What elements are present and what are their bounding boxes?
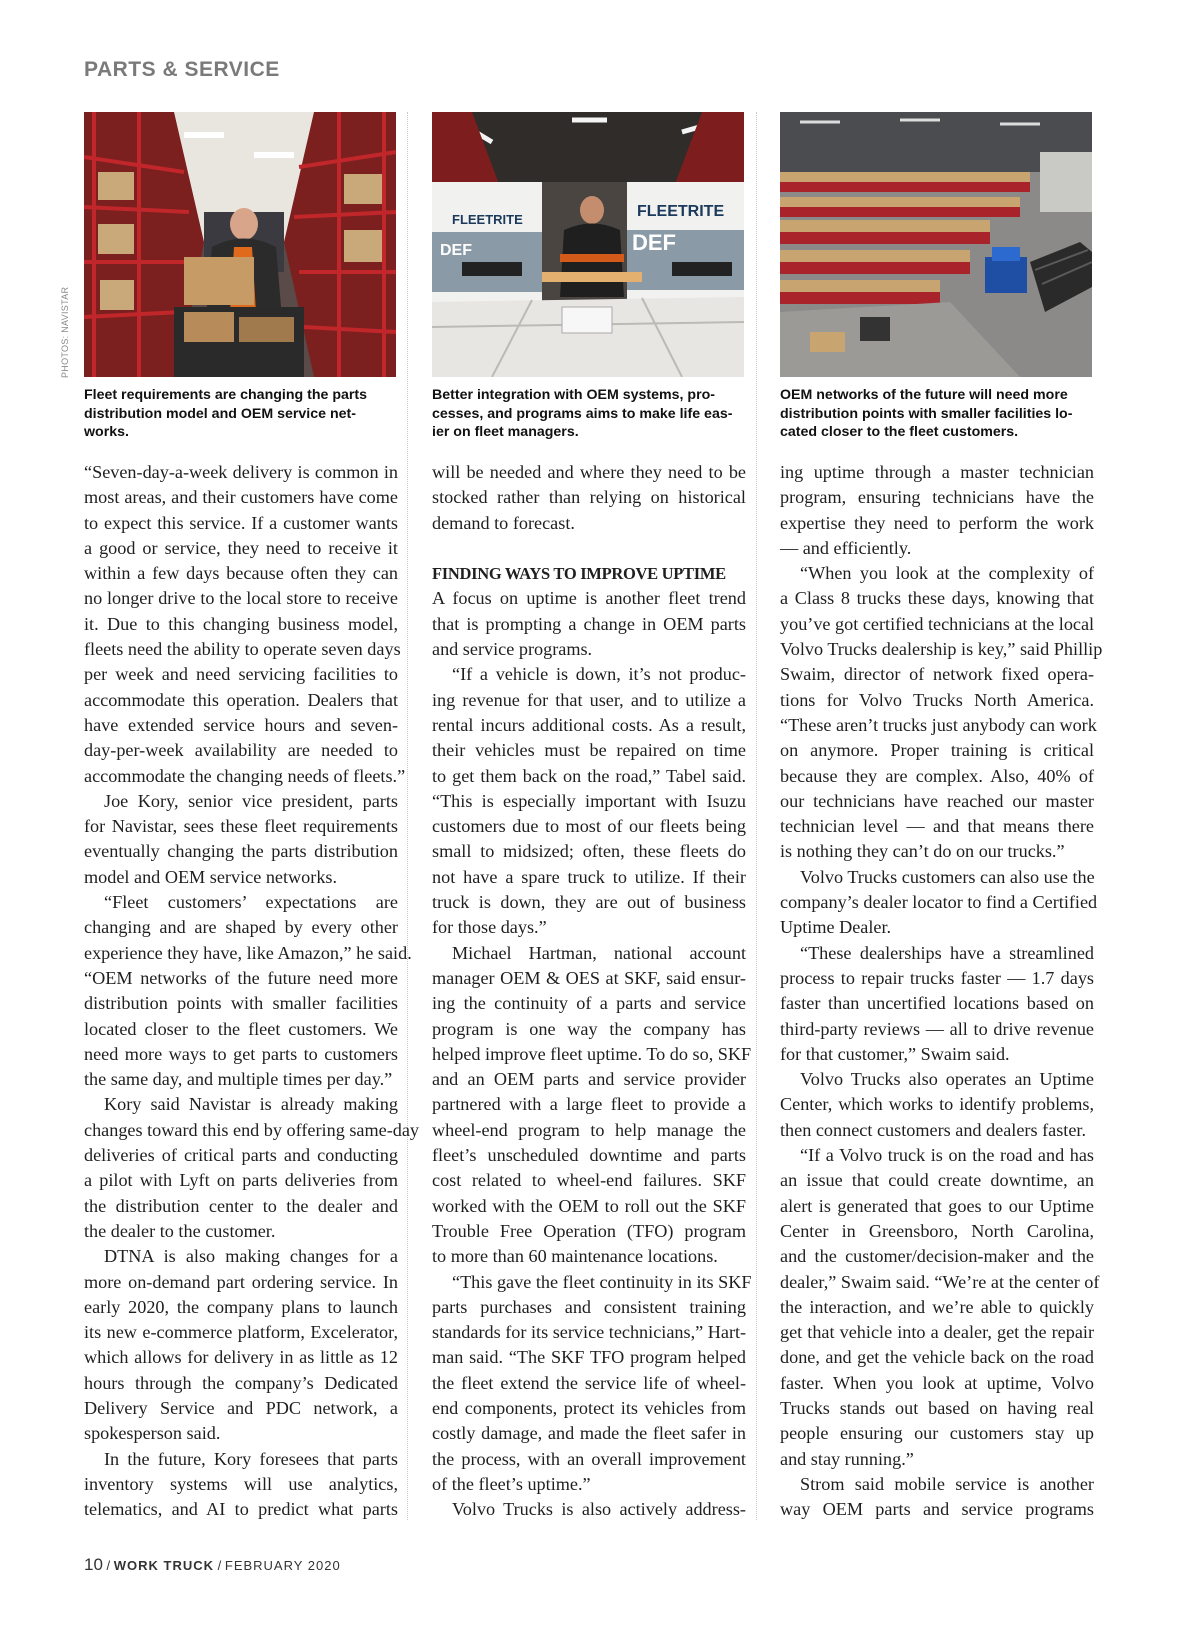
body-text-line: dealer,” Swaim said. “We’re at the center of bbox=[780, 1271, 1100, 1292]
caption-line: Better integration with OEM systems, pro- bbox=[432, 387, 716, 403]
body-text-line: expertise they need to perform the work bbox=[780, 512, 1094, 533]
body-text-line: for that customer,” Swaim said. bbox=[780, 1043, 1010, 1064]
body-text-line: because they are complex. Also, 40% of bbox=[780, 765, 1094, 786]
photo-credit: PHOTOS: NAVISTAR bbox=[60, 286, 70, 378]
body-text-line: standards for its service technicians,” Hart- bbox=[432, 1322, 747, 1343]
body-text-line: truck is down, they are out of business bbox=[432, 892, 746, 913]
body-text-line: helped improve fleet uptime. To do so, SKF bbox=[432, 1043, 752, 1064]
body-text-line: alert is generated that goes to our Uptime bbox=[780, 1195, 1094, 1216]
body-text-line: technician level — and that means there bbox=[780, 816, 1094, 837]
body-text-line: wheel-end program to help manage the bbox=[432, 1119, 746, 1140]
body-text-line: “Seven-day-a-week delivery is common in bbox=[84, 462, 398, 482]
body-text-line: to more than 60 maintenance locations. bbox=[432, 1246, 718, 1267]
body-text-line: third-party reviews — all to drive revenue bbox=[780, 1018, 1094, 1039]
body-text-line: their vehicles must be repaired on time bbox=[432, 740, 746, 761]
body-text-line: changing and are shaped by every other bbox=[84, 917, 398, 938]
body-text-line: the interaction, and we’re able to quickly bbox=[780, 1296, 1094, 1317]
issue-date: FEBRUARY 2020 bbox=[224, 1558, 341, 1573]
body-text-line: program, ensuring technicians have the bbox=[780, 487, 1094, 508]
body-text-line: telematics, and AI to predict what parts bbox=[84, 1499, 398, 1520]
body-text-line: Trucks stands out based on having real bbox=[780, 1397, 1094, 1418]
body-text-line: experience they have, like Amazon,” he said. bbox=[84, 942, 412, 963]
body-text-line: faster than uncertified locations based on bbox=[780, 993, 1094, 1014]
body-text-line: parts purchases and consistent training bbox=[432, 1296, 746, 1317]
body-text-line: the dealer to the customer. bbox=[84, 1220, 276, 1241]
body-text-line: to get them back on the road,” Tabel said. bbox=[432, 765, 746, 786]
body-text-line: rental incurs additional costs. As a result, bbox=[432, 714, 746, 735]
column-divider bbox=[756, 112, 757, 1520]
footer-separator: / bbox=[214, 1558, 225, 1573]
body-text-line: “These dealerships have a streamlined bbox=[800, 942, 1094, 963]
body-text-line: Michael Hartman, national account bbox=[452, 942, 746, 963]
body-text-line: Volvo Trucks dealership is key,” said Phillip bbox=[780, 639, 1103, 660]
body-text-line: get that vehicle into a dealer, get the repair bbox=[780, 1322, 1094, 1343]
body-text-line: partnered with a large fleet to provide a bbox=[432, 1094, 746, 1115]
body-text-line: customers due to most of our fleets being bbox=[432, 816, 746, 837]
body-text-line: of the fleet’s uptime.” bbox=[432, 1473, 591, 1494]
body-text-line: “Fleet customers’ expectations are bbox=[104, 892, 398, 913]
body-text-line: costly damage, and made the fleet safer in bbox=[432, 1423, 746, 1444]
photo-caption bbox=[780, 386, 1092, 442]
article-column-3 bbox=[780, 460, 1103, 1522]
body-text-line: Volvo Trucks customers can also use the bbox=[800, 866, 1095, 887]
body-text-line: ing revenue for that user, and to utilize a bbox=[432, 689, 746, 710]
body-text-line: no longer drive to the local store to receive bbox=[84, 588, 398, 609]
body-text-line: Joe Kory, senior vice president, parts bbox=[104, 790, 398, 811]
body-text-line: “This is especially important with Isuzu bbox=[432, 790, 746, 811]
caption-line: works. bbox=[84, 424, 129, 440]
body-text-line: Trouble Free Operation (TFO) program bbox=[432, 1220, 746, 1241]
body-text-line: people ensuring our customers stay up bbox=[780, 1423, 1094, 1444]
body-text-line: man said. “The SKF TFO program helped bbox=[432, 1347, 746, 1368]
body-text-line: hours through the company’s Dedicated bbox=[84, 1372, 398, 1393]
article-column-1 bbox=[84, 460, 420, 1522]
photo-warehouse-worker bbox=[84, 112, 396, 377]
page-number: 10 bbox=[84, 1555, 103, 1574]
body-text-line: “If a Volvo truck is on the road and has bbox=[800, 1145, 1094, 1166]
body-text-line: on anymore. Proper training is critical bbox=[780, 740, 1094, 761]
body-text-line: Center, which works to identify problems, bbox=[780, 1094, 1094, 1115]
body-text-line: an issue that could create downtime, an bbox=[780, 1170, 1094, 1191]
box-brand-label: FLEETRITE bbox=[452, 212, 523, 227]
caption-line: ier on fleet managers. bbox=[432, 424, 579, 440]
body-text-line: demand to forecast. bbox=[432, 512, 575, 533]
body-text-line: tions for Volvo Trucks North America. bbox=[780, 689, 1094, 710]
box-def-label: DEF bbox=[632, 230, 676, 255]
body-text-line: deliveries of critical parts and conducting bbox=[84, 1145, 398, 1166]
body-text-line: and the customer/decision-maker and the bbox=[780, 1246, 1094, 1267]
paragraph-spacer bbox=[432, 536, 746, 561]
body-text-line: and service programs. bbox=[432, 639, 593, 660]
body-text-line: faster. When you look at uptime, Volvo bbox=[780, 1372, 1094, 1393]
body-text-line: ing the continuity of a parts and service bbox=[432, 993, 746, 1014]
body-text-line: Center in Greensboro, North Carolina, bbox=[780, 1220, 1094, 1241]
body-text-line: done, and get the vehicle back on the road bbox=[780, 1347, 1094, 1368]
body-text-line: In the future, Kory foresees that parts bbox=[104, 1448, 398, 1469]
body-text-line: need more ways to get parts to customers bbox=[84, 1043, 398, 1064]
body-text-line: changes toward this end by offering same-day bbox=[84, 1119, 420, 1140]
body-text-line: Kory said Navistar is already making bbox=[104, 1094, 398, 1115]
body-text-line: “This gave the fleet continuity in its SKF bbox=[452, 1271, 752, 1292]
body-text-line: that is prompting a change in OEM parts bbox=[432, 613, 746, 634]
body-text-line: — and efficiently. bbox=[780, 537, 912, 558]
body-text-line: and an OEM parts and service provider bbox=[432, 1069, 746, 1090]
body-text-line: more on-demand part ordering service. In bbox=[84, 1271, 398, 1292]
body-text-line: you’ve got certified technicians at the local bbox=[780, 613, 1095, 634]
body-text-line: the fleet extend the service life of wheel- bbox=[432, 1372, 746, 1393]
subheading: FINDING WAYS TO IMPROVE UPTIME bbox=[432, 564, 726, 584]
body-text-line: then connect customers and dealers faster. bbox=[780, 1119, 1087, 1140]
body-text-line: for those days.” bbox=[432, 917, 547, 938]
body-text-line: ing uptime through a master technician bbox=[780, 462, 1094, 482]
body-text-line: manager OEM & OES at SKF, said ensur- bbox=[432, 967, 746, 988]
caption-line: OEM networks of the future will need more bbox=[780, 387, 1068, 403]
photo-caption bbox=[84, 386, 396, 442]
body-text-line: Swaim, director of network fixed opera- bbox=[780, 664, 1094, 685]
body-text-line: cost related to wheel-end failures. SKF bbox=[432, 1170, 746, 1191]
body-text-line: and stay running.” bbox=[780, 1448, 914, 1469]
body-text-line: fleet’s unscheduled downtime and parts bbox=[432, 1145, 746, 1166]
body-text-line: most areas, and their customers have come bbox=[84, 487, 398, 508]
body-text-line: program is one way the company has bbox=[432, 1018, 746, 1039]
body-text-line: accommodate the changing needs of fleets.” bbox=[84, 765, 406, 786]
section-label: PARTS & SERVICE bbox=[84, 58, 280, 81]
body-text-line: process to repair trucks faster — 1.7 days bbox=[780, 967, 1094, 988]
body-text-line: day-per-week availability are needed to bbox=[84, 740, 398, 761]
body-text-line: a good or service, they need to receive it bbox=[84, 537, 398, 558]
body-text-line: Delivery Service and PDC network, a bbox=[84, 1397, 398, 1418]
body-text-line: its new e-commerce platform, Excelerator, bbox=[84, 1322, 398, 1343]
body-text-line: not have a spare truck to utilize. If their bbox=[432, 866, 746, 887]
body-text-line: a pilot with Lyft on parts deliveries from bbox=[84, 1170, 398, 1191]
body-text-line: distribution points with smaller facilities bbox=[84, 993, 398, 1014]
body-text-line: for Navistar, sees these fleet requirements bbox=[84, 816, 398, 837]
body-text-line: within a few days because often they can bbox=[84, 563, 398, 584]
body-text-line: company’s dealer locator to find a Certified bbox=[780, 892, 1098, 913]
body-text-line: will be needed and where they need to be bbox=[432, 462, 746, 482]
caption-line: distribution model and OEM service net- bbox=[84, 405, 356, 422]
body-text-line: have extended service hours and seven- bbox=[84, 714, 398, 735]
body-text-line: the same day, and multiple times per day.” bbox=[84, 1069, 393, 1090]
body-text-line: accommodate this operation. Dealers that bbox=[84, 689, 398, 710]
body-text-line: the process, with an overall improvement bbox=[432, 1448, 746, 1469]
body-text-line: our technicians have reached our master bbox=[780, 790, 1094, 811]
body-text-line: eventually changing the parts distribution bbox=[84, 841, 398, 862]
column-divider bbox=[407, 112, 408, 1520]
magazine-name: WORK TRUCK bbox=[113, 1558, 215, 1573]
caption-line: distribution points with smaller facilities lo- bbox=[780, 405, 1073, 422]
body-text-line: located closer to the fleet customers. We bbox=[84, 1018, 398, 1039]
body-text-line: the distribution center to the dealer and bbox=[84, 1195, 398, 1216]
body-text-line: Strom said mobile service is another bbox=[800, 1473, 1094, 1494]
body-text-line: worked with the OEM to roll out the SKF bbox=[432, 1195, 746, 1216]
caption-line: Fleet requirements are changing the parts bbox=[84, 387, 368, 403]
body-text-line: which allows for delivery in as little as 12 bbox=[84, 1347, 398, 1368]
body-text-line: fleets need the ability to operate seven days bbox=[84, 639, 401, 660]
body-text-line: is nothing they can’t do on our trucks.” bbox=[780, 841, 1065, 862]
body-text-line: “OEM networks of the future need more bbox=[84, 967, 398, 988]
photo-caption bbox=[432, 386, 744, 442]
body-text-line: end components, protect its vehicles from bbox=[432, 1397, 746, 1418]
body-text-line: per week and need servicing facilities to bbox=[84, 664, 398, 685]
page-footer bbox=[84, 1555, 341, 1575]
body-text-line: way OEM parts and service programs bbox=[780, 1499, 1094, 1520]
body-text-line: stocked rather than relying on historical bbox=[432, 487, 746, 508]
body-text-line: to expect this service. If a customer wants bbox=[84, 512, 398, 533]
body-text-line: A focus on uptime is another fleet trend bbox=[432, 588, 746, 609]
footer-separator: / bbox=[102, 1558, 114, 1573]
body-text-line: small to midsized; often, these fleets do bbox=[432, 841, 746, 862]
box-def-label: DEF bbox=[440, 242, 472, 259]
caption-line: cated closer to the fleet customers. bbox=[780, 424, 1019, 440]
body-text-line: “These aren’t trucks just anybody can work bbox=[780, 714, 1097, 735]
body-text-line: “When you look at the complexity of bbox=[800, 563, 1094, 584]
body-text-line: model and OEM service networks. bbox=[84, 866, 338, 887]
article-column-2 bbox=[432, 460, 752, 1522]
photo-def-boxes bbox=[432, 112, 744, 377]
body-text-line: early 2020, the company plans to launch bbox=[84, 1296, 398, 1317]
box-brand-label: FLEETRITE bbox=[637, 203, 725, 220]
body-text-line: DTNA is also making changes for a bbox=[104, 1246, 398, 1267]
body-text-line: Volvo Trucks is also actively address- bbox=[452, 1499, 746, 1520]
body-text-line: Volvo Trucks also operates an Uptime bbox=[800, 1069, 1094, 1090]
body-text-line: inventory systems will use analytics, bbox=[84, 1473, 398, 1494]
body-text-line: spokesperson said. bbox=[84, 1423, 221, 1444]
body-text-line: a Class 8 trucks these days, knowing that bbox=[780, 588, 1094, 609]
photo-distribution-center bbox=[780, 112, 1092, 377]
body-text-line: it. Due to this changing business model, bbox=[84, 613, 398, 634]
body-text-line: Uptime Dealer. bbox=[780, 917, 892, 938]
body-text-line: “If a vehicle is down, it’s not produc- bbox=[452, 664, 746, 685]
caption-line: cesses, and programs aims to make life eas- bbox=[432, 405, 733, 422]
